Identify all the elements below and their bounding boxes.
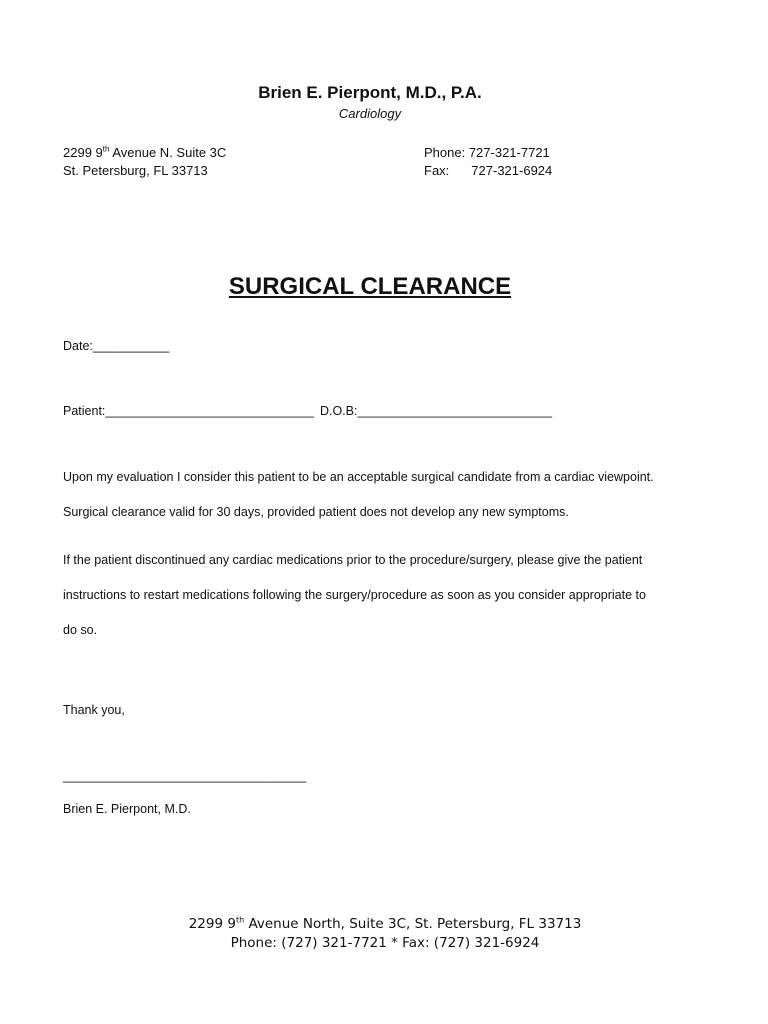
address-line-2: St. Petersburg, FL 33713 [63, 163, 208, 178]
clearance-statement: Upon my evaluation I consider this patient to be an acceptable surgical candidate from a cardiac viewpoint. [63, 470, 654, 484]
validity-statement: Surgical clearance valid for 30 days, provided patient does not develop any new symptoms. [63, 505, 569, 519]
medication-instructions-line-3: do so. [63, 623, 98, 637]
footer-contact: Phone: (727) 321-7721 * Fax: (727) 321-6924 [230, 935, 540, 951]
fax-line [424, 163, 552, 178]
fax-label: Fax: [424, 163, 450, 178]
phone-line: Phone: 727-321-7721 [424, 145, 550, 160]
dob-field[interactable]: D.O.B:____________________________ [319, 404, 553, 418]
patient-dob-row [63, 404, 552, 418]
signature-name: Brien E. Pierpont, M.D. [63, 802, 191, 816]
medication-instructions-line-1: If the patient discontinued any cardiac medications prior to the procedure/surgery, please give the patient [63, 553, 643, 567]
signature-line[interactable]: ___________________________________ [63, 769, 307, 783]
ordinal-suffix: th [235, 915, 245, 925]
practice-specialty: Cardiology [338, 106, 402, 121]
form-title: SURGICAL CLEARANCE [228, 273, 512, 300]
patient-field[interactable]: Patient:______________________________ [63, 404, 314, 418]
ordinal-suffix: th [102, 144, 110, 154]
closing-text: Thank you, [63, 703, 125, 717]
practice-name: Brien E. Pierpont, M.D., P.A. [258, 83, 482, 102]
address-line-1: 2299 9th Avenue N. Suite 3C [63, 144, 227, 160]
fax-number: 727-321-6924 [471, 163, 553, 178]
date-field[interactable]: Date:___________ [63, 339, 170, 353]
footer-address: 2299 9th Avenue North, Suite 3C, St. Petersburg, FL 33713 [188, 915, 582, 932]
medication-instructions-line-2: instructions to restart medications following the surgery/procedure as soon as you consider appropriate to [63, 588, 646, 602]
